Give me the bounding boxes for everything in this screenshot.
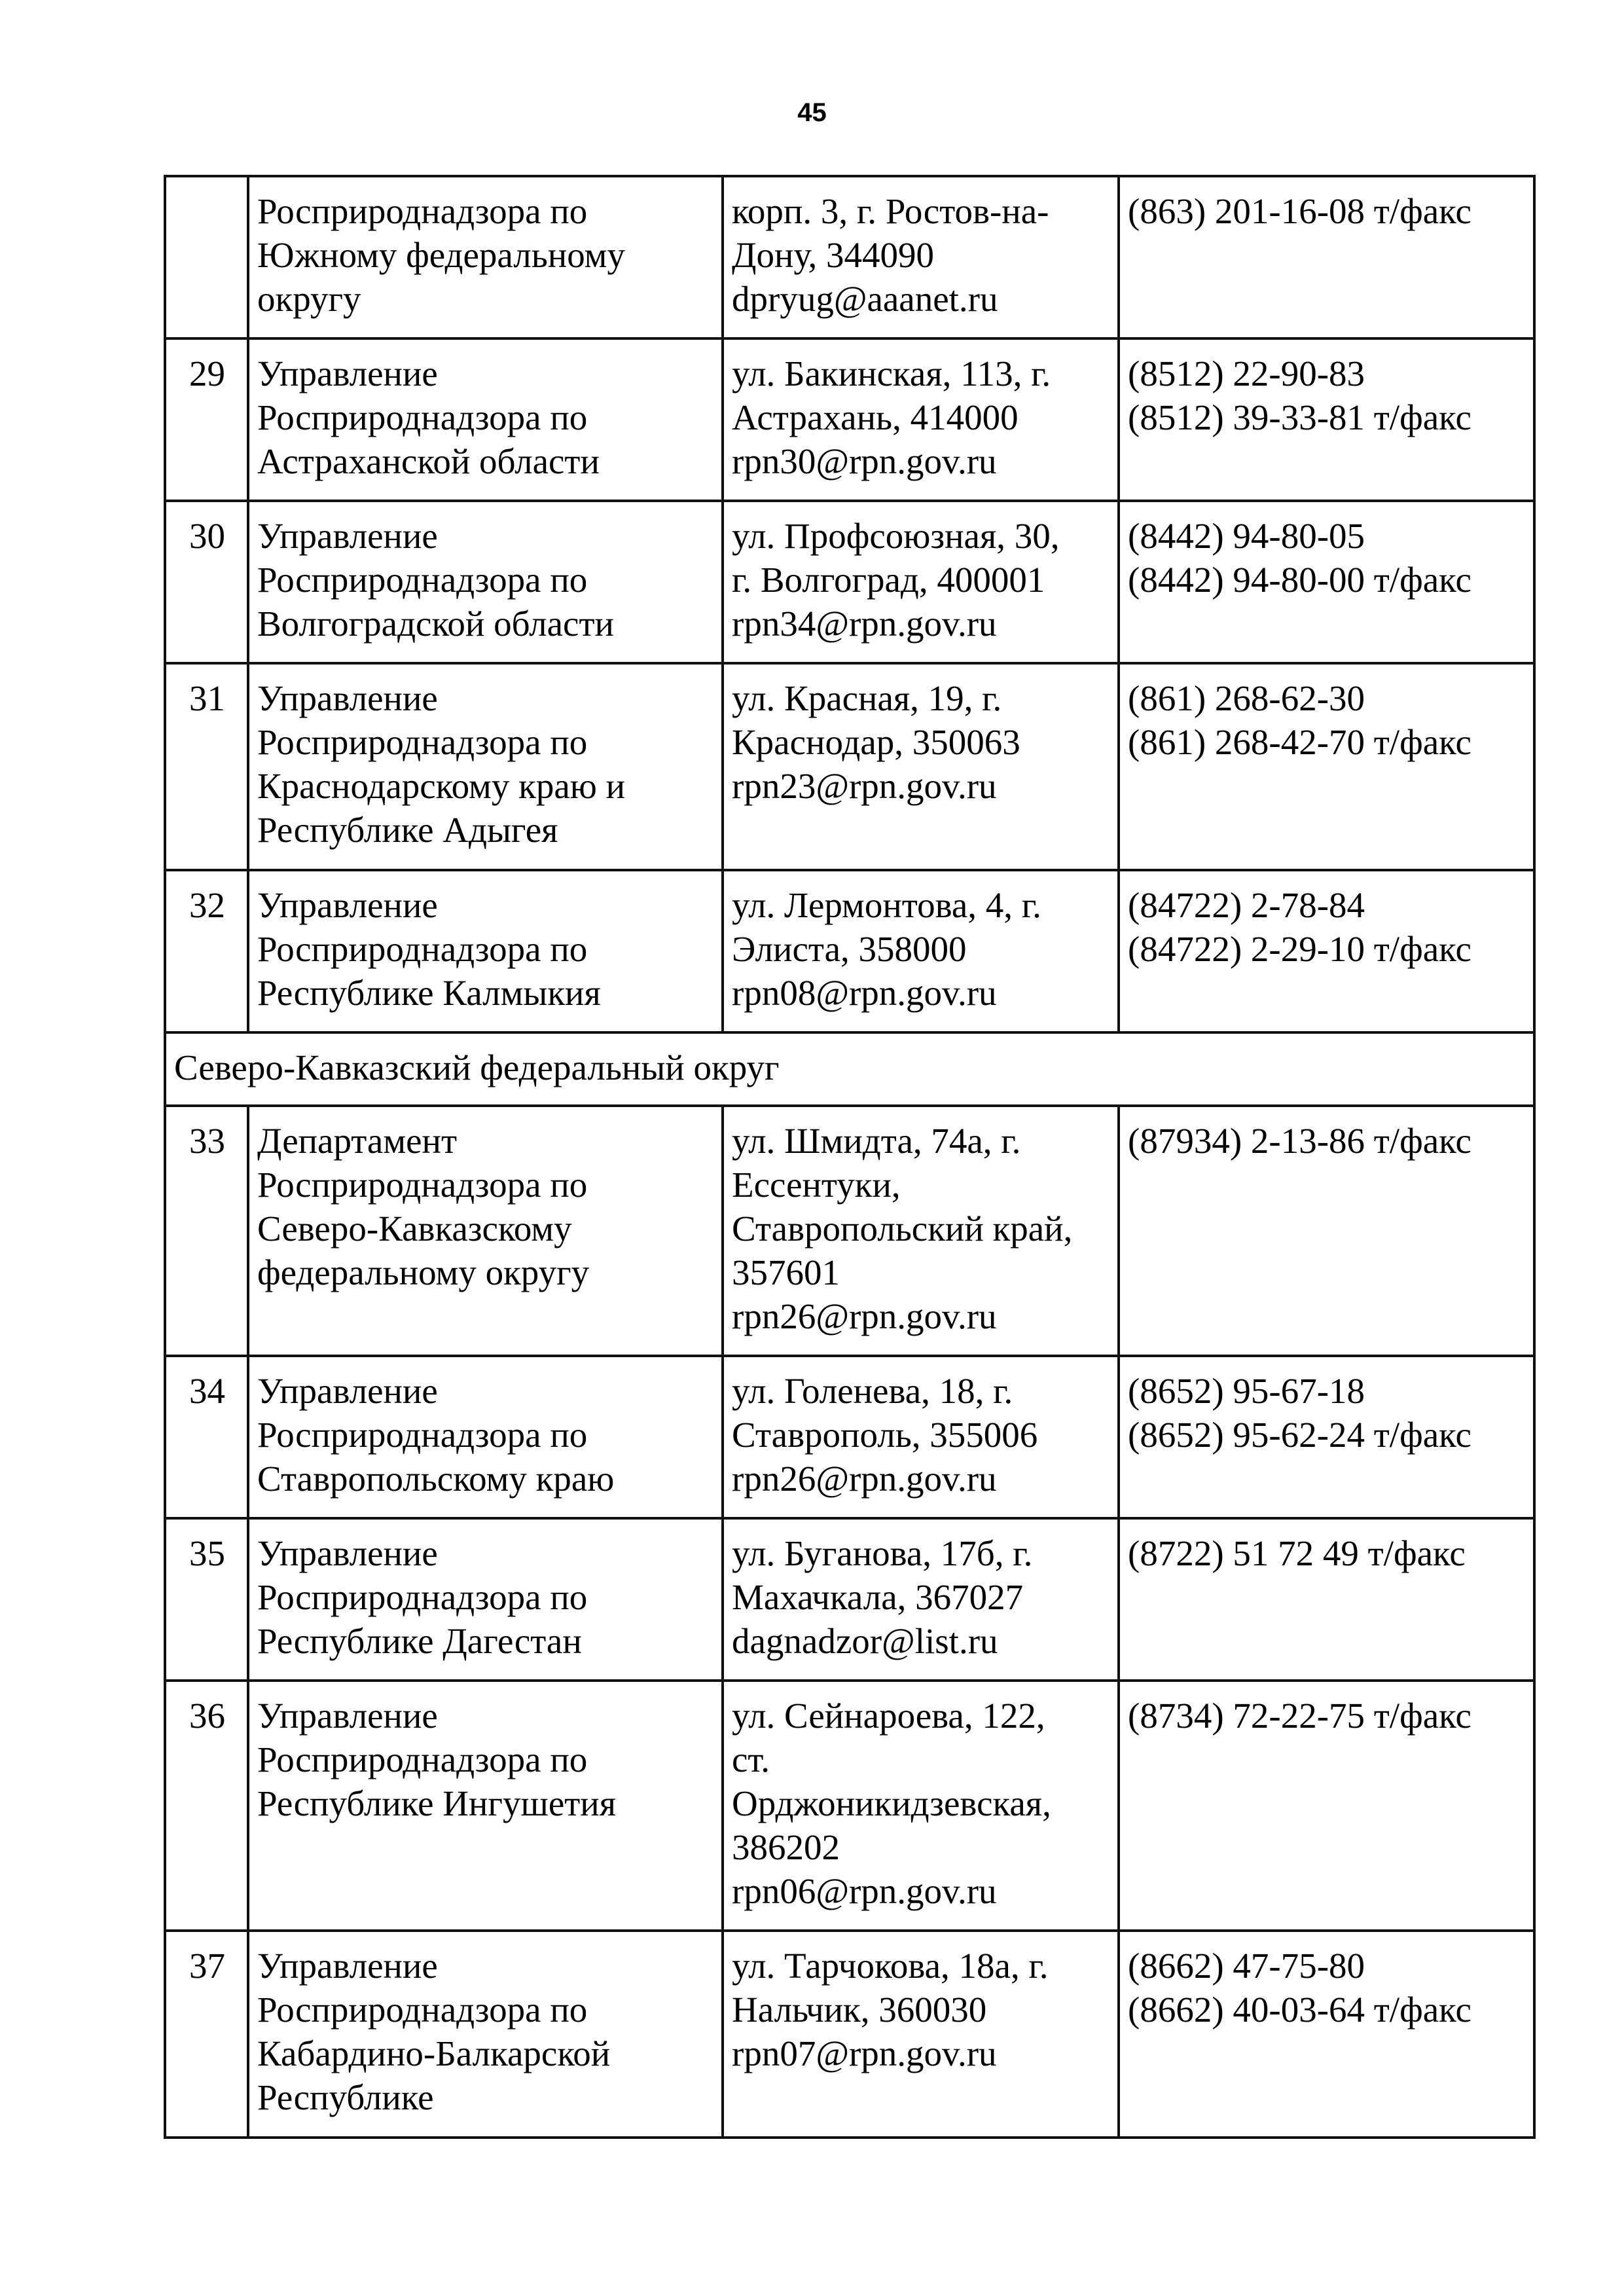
address-cell [723, 663, 1119, 870]
organization-cell [248, 1518, 723, 1681]
row-number-cell: 34 [165, 1356, 248, 1518]
organization-line: Управление [257, 1371, 438, 1411]
phone-line: (863) 201-16-08 т/факс [1128, 191, 1471, 231]
table-row [165, 1518, 1534, 1681]
address-line: Ставропольский край, [732, 1209, 1073, 1248]
phone-line: (8734) 72-22-75 т/факс [1128, 1696, 1471, 1736]
row-number-cell: 31 [165, 663, 248, 870]
phone-cell [1119, 1106, 1534, 1356]
phone-line: (84722) 2-78-84 [1128, 885, 1365, 925]
address-line: rpn30@rpn.gov.ru [732, 441, 997, 481]
phone-line: (8662) 47-75-80 [1128, 1946, 1365, 1986]
table-row [165, 870, 1534, 1032]
phone-cell [1119, 1931, 1534, 2138]
organization-line: Кабардино-Балкарской [257, 2033, 611, 2073]
phone-line: (84722) 2-29-10 т/факс [1128, 929, 1471, 969]
phone-line: (8512) 39-33-81 т/факс [1128, 397, 1471, 437]
address-cell [723, 1106, 1119, 1356]
address-line: Ставрополь, 355006 [732, 1415, 1038, 1455]
phone-cell [1119, 663, 1534, 870]
address-line: ул. Буганова, 17б, г. [732, 1533, 1033, 1573]
office-directory-table [164, 175, 1536, 2139]
organization-line: Росприроднадзора по [257, 191, 588, 231]
organization-line: Северо-Кавказскому [257, 1209, 572, 1248]
federal-district-heading: Северо-Кавказский федеральный округ [165, 1032, 1534, 1106]
address-line: ул. Голенева, 18, г. [732, 1371, 1013, 1411]
section-header-row [165, 1032, 1534, 1106]
phone-line: (8652) 95-62-24 т/факс [1128, 1415, 1471, 1455]
phone-line: (8442) 94-80-00 т/факс [1128, 560, 1471, 600]
page-number: 45 [797, 98, 827, 127]
phone-line: (8722) 51 72 49 т/факс [1128, 1533, 1466, 1573]
address-line: dagnadzor@list.ru [732, 1621, 998, 1661]
address-cell [723, 1681, 1119, 1931]
address-line: Дону, 344090 [732, 235, 934, 275]
organization-line: Астраханской области [257, 441, 600, 481]
organization-line: Республике Ингушетия [257, 1783, 617, 1823]
address-line: rpn23@rpn.gov.ru [732, 766, 997, 806]
organization-line: Республике Адыгея [257, 810, 558, 850]
address-line: rpn08@rpn.gov.ru [732, 973, 997, 1013]
address-cell [723, 870, 1119, 1032]
address-line: Элиста, 358000 [732, 929, 967, 969]
address-line: ст. [732, 1740, 770, 1779]
address-cell [723, 1518, 1119, 1681]
table-row [165, 1931, 1534, 2138]
address-line: rpn07@rpn.gov.ru [732, 2033, 997, 2073]
organization-line: Республике Калмыкия [257, 973, 601, 1013]
organization-line: Краснодарскому краю и [257, 766, 626, 806]
address-line: ул. Лермонтова, 4, г. [732, 885, 1041, 925]
table-row [165, 1106, 1534, 1356]
address-line: ул. Шмидта, 74а, г. [732, 1121, 1021, 1161]
address-cell [723, 1931, 1119, 2138]
row-number-cell: 30 [165, 501, 248, 663]
organization-cell [248, 501, 723, 663]
organization-line: Росприроднадзора по [257, 560, 588, 600]
phone-cell [1119, 1518, 1534, 1681]
phone-line: (8512) 22-90-83 [1128, 354, 1365, 393]
organization-line: Росприроднадзора по [257, 722, 588, 762]
organization-line: Управление [257, 885, 438, 925]
table-body [165, 176, 1534, 2138]
table-row [165, 501, 1534, 663]
organization-line: Росприроднадзора по [257, 929, 588, 969]
organization-line: Росприроднадзора по [257, 1740, 588, 1779]
organization-line: Управление [257, 1533, 438, 1573]
table-row [165, 176, 1534, 338]
organization-line: Росприроднадзора по [257, 1415, 588, 1455]
organization-line: Южному федеральному [257, 235, 625, 275]
table-row [165, 1356, 1534, 1518]
organization-cell [248, 1106, 723, 1356]
organization-line: Росприроднадзора по [257, 1577, 588, 1617]
address-line: ул. Профсоюзная, 30, [732, 516, 1060, 556]
organization-cell [248, 338, 723, 501]
address-line: Нальчик, 360030 [732, 1990, 987, 2030]
row-number-cell: 29 [165, 338, 248, 501]
organization-line: Росприроднадзора по [257, 1165, 588, 1205]
organization-cell [248, 870, 723, 1032]
organization-cell [248, 663, 723, 870]
address-line: Краснодар, 350063 [732, 722, 1020, 762]
organization-line: Управление [257, 678, 438, 718]
phone-cell [1119, 1681, 1534, 1931]
phone-cell [1119, 501, 1534, 663]
address-cell [723, 176, 1119, 338]
address-line: корп. 3, г. Ростов-на- [732, 191, 1049, 231]
phone-cell [1119, 1356, 1534, 1518]
phone-line: (8442) 94-80-05 [1128, 516, 1365, 556]
address-cell [723, 1356, 1119, 1518]
organization-line: Республике [257, 2077, 434, 2117]
phone-line: (8652) 95-67-18 [1128, 1371, 1365, 1411]
organization-line: Управление [257, 1696, 438, 1736]
row-number-cell [165, 176, 248, 338]
organization-cell [248, 1356, 723, 1518]
row-number-cell: 35 [165, 1518, 248, 1681]
organization-line: округу [257, 279, 361, 319]
address-line: 386202 [732, 1827, 840, 1867]
address-line: rpn26@rpn.gov.ru [732, 1459, 997, 1499]
table-row [165, 338, 1534, 501]
phone-line: (861) 268-42-70 т/факс [1128, 722, 1471, 762]
organization-cell [248, 1681, 723, 1931]
address-line: г. Волгоград, 400001 [732, 560, 1045, 600]
address-line: ул. Тарчокова, 18а, г. [732, 1946, 1049, 1986]
row-number-cell: 32 [165, 870, 248, 1032]
organization-line: Росприроднадзора по [257, 397, 588, 437]
address-line: Ессентуки, [732, 1165, 901, 1205]
address-line: Махачкала, 367027 [732, 1577, 1024, 1617]
organization-line: Росприроднадзора по [257, 1990, 588, 2030]
phone-cell [1119, 338, 1534, 501]
address-line: rpn34@rpn.gov.ru [732, 604, 997, 644]
address-line: ул. Сейнароева, 122, [732, 1696, 1045, 1736]
table-row [165, 663, 1534, 870]
address-line: rpn06@rpn.gov.ru [732, 1871, 997, 1911]
phone-line: (8662) 40-03-64 т/факс [1128, 1990, 1471, 2030]
organization-cell [248, 1931, 723, 2138]
organization-cell [248, 176, 723, 338]
organization-line: федеральному округу [257, 1252, 590, 1292]
address-cell [723, 501, 1119, 663]
address-line: ул. Бакинская, 113, г. [732, 354, 1051, 393]
row-number-cell: 33 [165, 1106, 248, 1356]
organization-line: Волгоградской области [257, 604, 614, 644]
row-number-cell: 37 [165, 1931, 248, 2138]
organization-line: Управление [257, 516, 438, 556]
address-line: ул. Красная, 19, г. [732, 678, 1002, 718]
organization-line: Ставропольскому краю [257, 1459, 615, 1499]
table-row [165, 1681, 1534, 1931]
address-line: rpn26@rpn.gov.ru [732, 1296, 997, 1336]
address-cell [723, 338, 1119, 501]
phone-cell [1119, 176, 1534, 338]
address-line: dpryug@aaanet.ru [732, 279, 998, 319]
phone-cell [1119, 870, 1534, 1032]
address-line: Орджоникидзевская, [732, 1783, 1051, 1823]
address-line: 357601 [732, 1252, 840, 1292]
row-number-cell: 36 [165, 1681, 248, 1931]
organization-line: Управление [257, 1946, 438, 1986]
phone-line: (861) 268-62-30 [1128, 678, 1365, 718]
address-line: Астрахань, 414000 [732, 397, 1019, 437]
organization-line: Департамент [257, 1121, 458, 1161]
organization-line: Управление [257, 354, 438, 393]
phone-line: (87934) 2-13-86 т/факс [1128, 1121, 1471, 1161]
organization-line: Республике Дагестан [257, 1621, 582, 1661]
